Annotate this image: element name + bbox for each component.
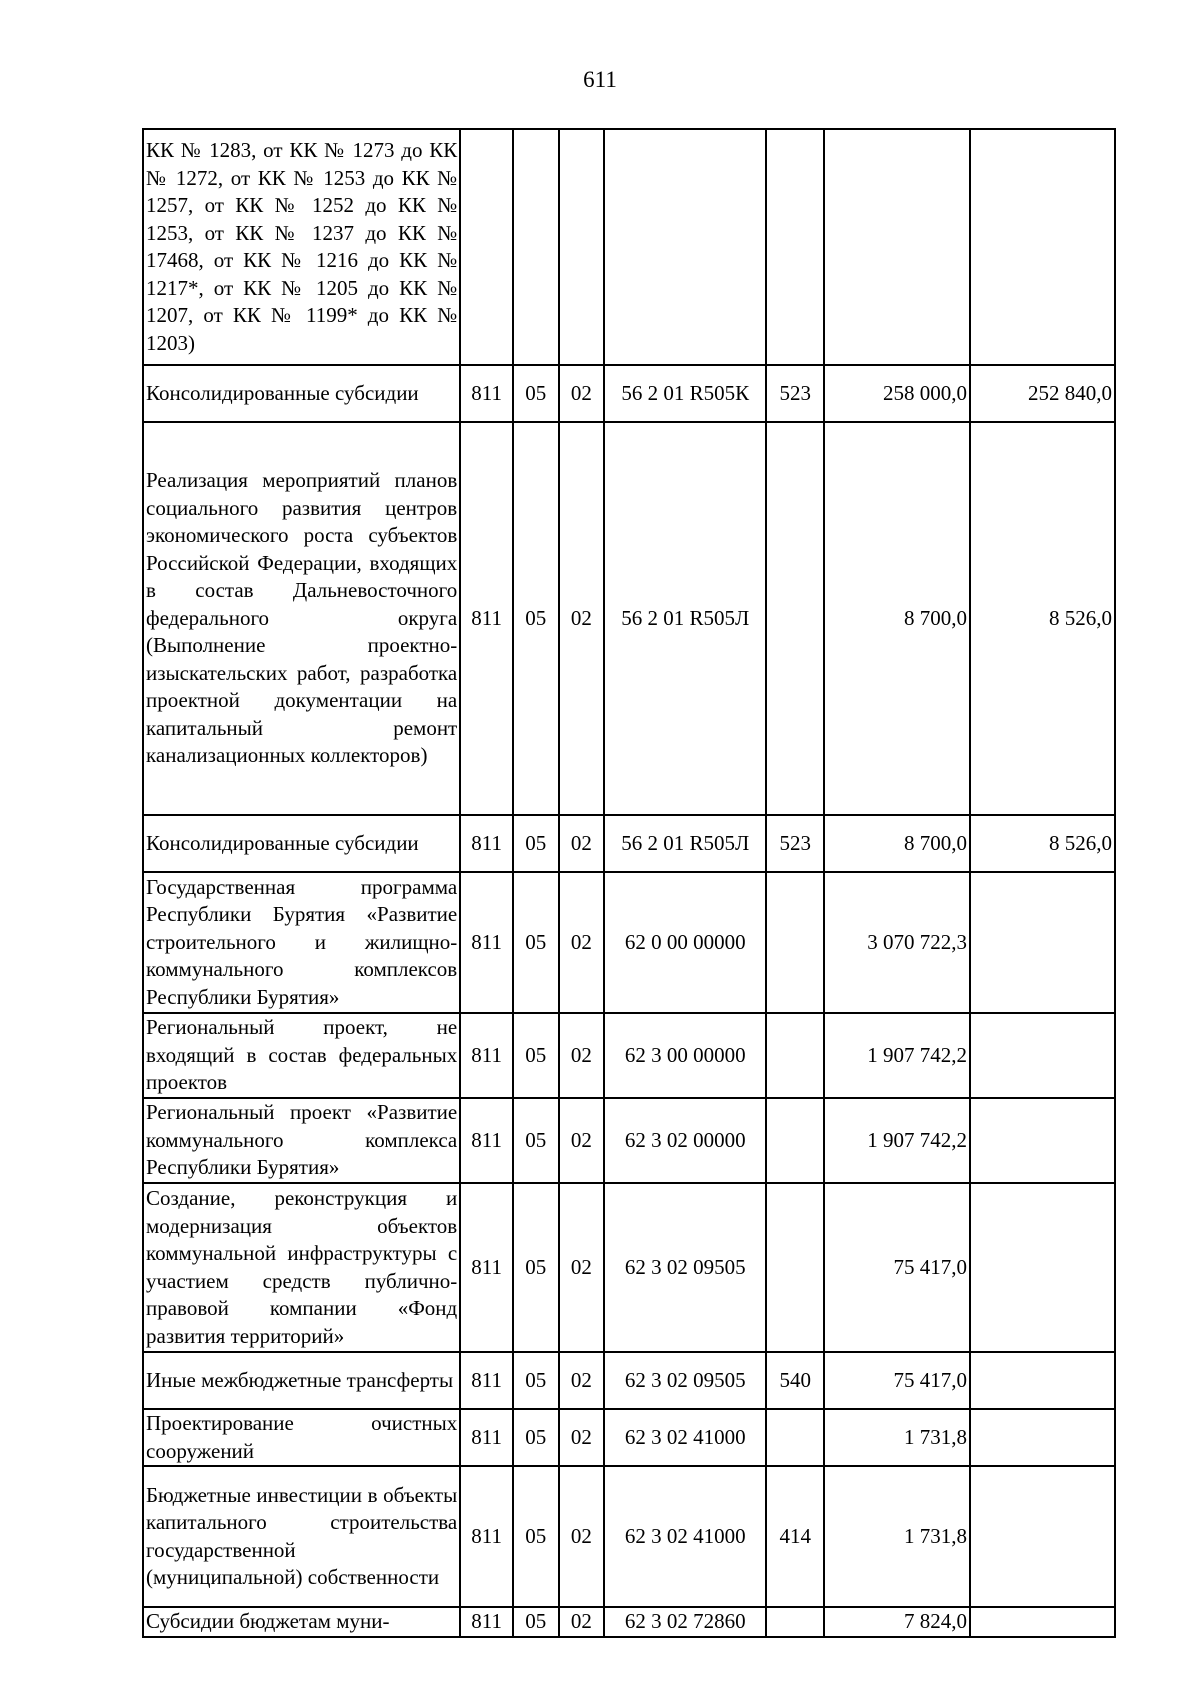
ministry-code-cell: 811 [460,422,513,815]
subsection-code-cell [559,129,605,365]
target-article-cell: 62 3 02 09505 [604,1352,766,1409]
target-article-cell: 62 0 00 00000 [604,872,766,1013]
row-name-cell: Консолидированные субсидии [143,365,460,422]
amount-year-2-cell [970,872,1115,1013]
section-code-cell: 05 [513,1409,559,1466]
table-row [143,365,1115,422]
target-article-cell: 62 3 02 72860 [604,1607,766,1637]
row-name-cell: Государственная программа Республики Бурятия «Развитие строительного и жилищно-коммунального комплексов Республики Бурятия» [143,872,460,1013]
ministry-code-cell [460,129,513,365]
section-code-cell: 05 [513,1013,559,1098]
table-row [143,1352,1115,1409]
ministry-code-cell: 811 [460,1352,513,1409]
table-row [143,1466,1115,1607]
section-code-cell: 05 [513,1466,559,1607]
subsection-code-cell: 02 [559,1098,605,1183]
ministry-code-cell: 811 [460,815,513,872]
target-article-cell: 56 2 01 R505Л [604,422,766,815]
budget-table [142,128,1116,1638]
amount-year-1-cell: 1 907 742,2 [824,1098,970,1183]
target-article-cell: 62 3 02 09505 [604,1183,766,1352]
amount-year-2-cell [970,129,1115,365]
amount-year-2-cell: 252 840,0 [970,365,1115,422]
section-code-cell: 05 [513,815,559,872]
amount-year-2-cell: 8 526,0 [970,422,1115,815]
row-name-cell: Субсидии бюджетам муни- [143,1607,460,1637]
section-code-cell: 05 [513,1183,559,1352]
amount-year-1-cell: 8 700,0 [824,815,970,872]
subsection-code-cell: 02 [559,1352,605,1409]
expense-type-cell [766,1098,824,1183]
subsection-code-cell: 02 [559,1409,605,1466]
subsection-code-cell: 02 [559,1607,605,1637]
section-code-cell: 05 [513,872,559,1013]
ministry-code-cell: 811 [460,1098,513,1183]
subsection-code-cell: 02 [559,1183,605,1352]
ministry-code-cell: 811 [460,365,513,422]
table-row [143,1013,1115,1098]
section-code-cell: 05 [513,365,559,422]
ministry-code-cell: 811 [460,1013,513,1098]
row-name-cell: КК № 1283, от КК № 1273 до КК № 1272, от КК № 1253 до КК № 1257, от КК № 1252 до КК № 1253, от КК № 1237 до КК № 17468, от КК № 1216 до КК № 1217*, от КК № 1205 до КК № 1207, от КК № 1199* до КК № 1203) [143,129,460,365]
subsection-code-cell: 02 [559,365,605,422]
table-row [143,422,1115,815]
target-article-cell: 62 3 00 00000 [604,1013,766,1098]
expense-type-cell [766,1607,824,1637]
ministry-code-cell: 811 [460,1607,513,1637]
table-row [143,129,1115,365]
subsection-code-cell: 02 [559,1466,605,1607]
amount-year-1-cell: 7 824,0 [824,1607,970,1637]
amount-year-2-cell [970,1098,1115,1183]
section-code-cell: 05 [513,1607,559,1637]
amount-year-2-cell: 8 526,0 [970,815,1115,872]
subsection-code-cell: 02 [559,872,605,1013]
expense-type-cell [766,422,824,815]
ministry-code-cell: 811 [460,1409,513,1466]
section-code-cell [513,129,559,365]
row-name-cell: Бюджетные инвестиции в объекты капитального строительства государственной (муниципальной) собственности [143,1466,460,1607]
table-row [143,1183,1115,1352]
row-name-cell: Иные межбюджетные трансферты [143,1352,460,1409]
expense-type-cell [766,1183,824,1352]
target-article-cell: 62 3 02 41000 [604,1409,766,1466]
row-name-cell: Реализация мероприятий планов социального развития центров экономического роста субъектов Российской Федерации, входящих в состав Дальневосточного федерального округа (Выполнение проектно-изыскательских работ, разработка проектной документации на капитальный ремонт канализационных коллекторов) [143,422,460,815]
section-code-cell: 05 [513,1352,559,1409]
row-name-cell: Региональный проект «Развитие коммунального комплекса Республики Бурятия» [143,1098,460,1183]
table-row [143,872,1115,1013]
amount-year-1-cell: 75 417,0 [824,1183,970,1352]
amount-year-2-cell [970,1607,1115,1637]
page-number: 611 [583,67,617,92]
amount-year-2-cell [970,1183,1115,1352]
amount-year-1-cell [824,129,970,365]
amount-year-2-cell [970,1409,1115,1466]
ministry-code-cell: 811 [460,1466,513,1607]
expense-type-cell [766,1409,824,1466]
target-article-cell [604,129,766,365]
table-row [143,1607,1115,1637]
subsection-code-cell: 02 [559,1013,605,1098]
amount-year-1-cell: 3 070 722,3 [824,872,970,1013]
amount-year-2-cell [970,1466,1115,1607]
amount-year-2-cell [970,1352,1115,1409]
subsection-code-cell: 02 [559,815,605,872]
budget-table-body [143,129,1115,1637]
expense-type-cell [766,129,824,365]
target-article-cell: 56 2 01 R505Л [604,815,766,872]
table-row [143,1098,1115,1183]
row-name-cell: Проектирование очистных сооружений [143,1409,460,1466]
ministry-code-cell: 811 [460,872,513,1013]
ministry-code-cell: 811 [460,1183,513,1352]
table-row [143,1409,1115,1466]
row-name-cell: Консолидированные субсидии [143,815,460,872]
amount-year-1-cell: 258 000,0 [824,365,970,422]
target-article-cell: 62 3 02 00000 [604,1098,766,1183]
amount-year-1-cell: 8 700,0 [824,422,970,815]
row-name-cell: Региональный проект, не входящий в состав федеральных проектов [143,1013,460,1098]
expense-type-cell: 540 [766,1352,824,1409]
expense-type-cell [766,1013,824,1098]
expense-type-cell [766,872,824,1013]
table-row [143,815,1115,872]
target-article-cell: 62 3 02 41000 [604,1466,766,1607]
amount-year-1-cell: 1 907 742,2 [824,1013,970,1098]
expense-type-cell: 414 [766,1466,824,1607]
subsection-code-cell: 02 [559,422,605,815]
amount-year-2-cell [970,1013,1115,1098]
row-name-cell: Создание, реконструкция и модернизация объектов коммунальной инфраструктуры с участием средств публично-правовой компании «Фонд развития территорий» [143,1183,460,1352]
amount-year-1-cell: 1 731,8 [824,1409,970,1466]
amount-year-1-cell: 75 417,0 [824,1352,970,1409]
section-code-cell: 05 [513,422,559,815]
amount-year-1-cell: 1 731,8 [824,1466,970,1607]
section-code-cell: 05 [513,1098,559,1183]
expense-type-cell: 523 [766,365,824,422]
target-article-cell: 56 2 01 R505К [604,365,766,422]
expense-type-cell: 523 [766,815,824,872]
